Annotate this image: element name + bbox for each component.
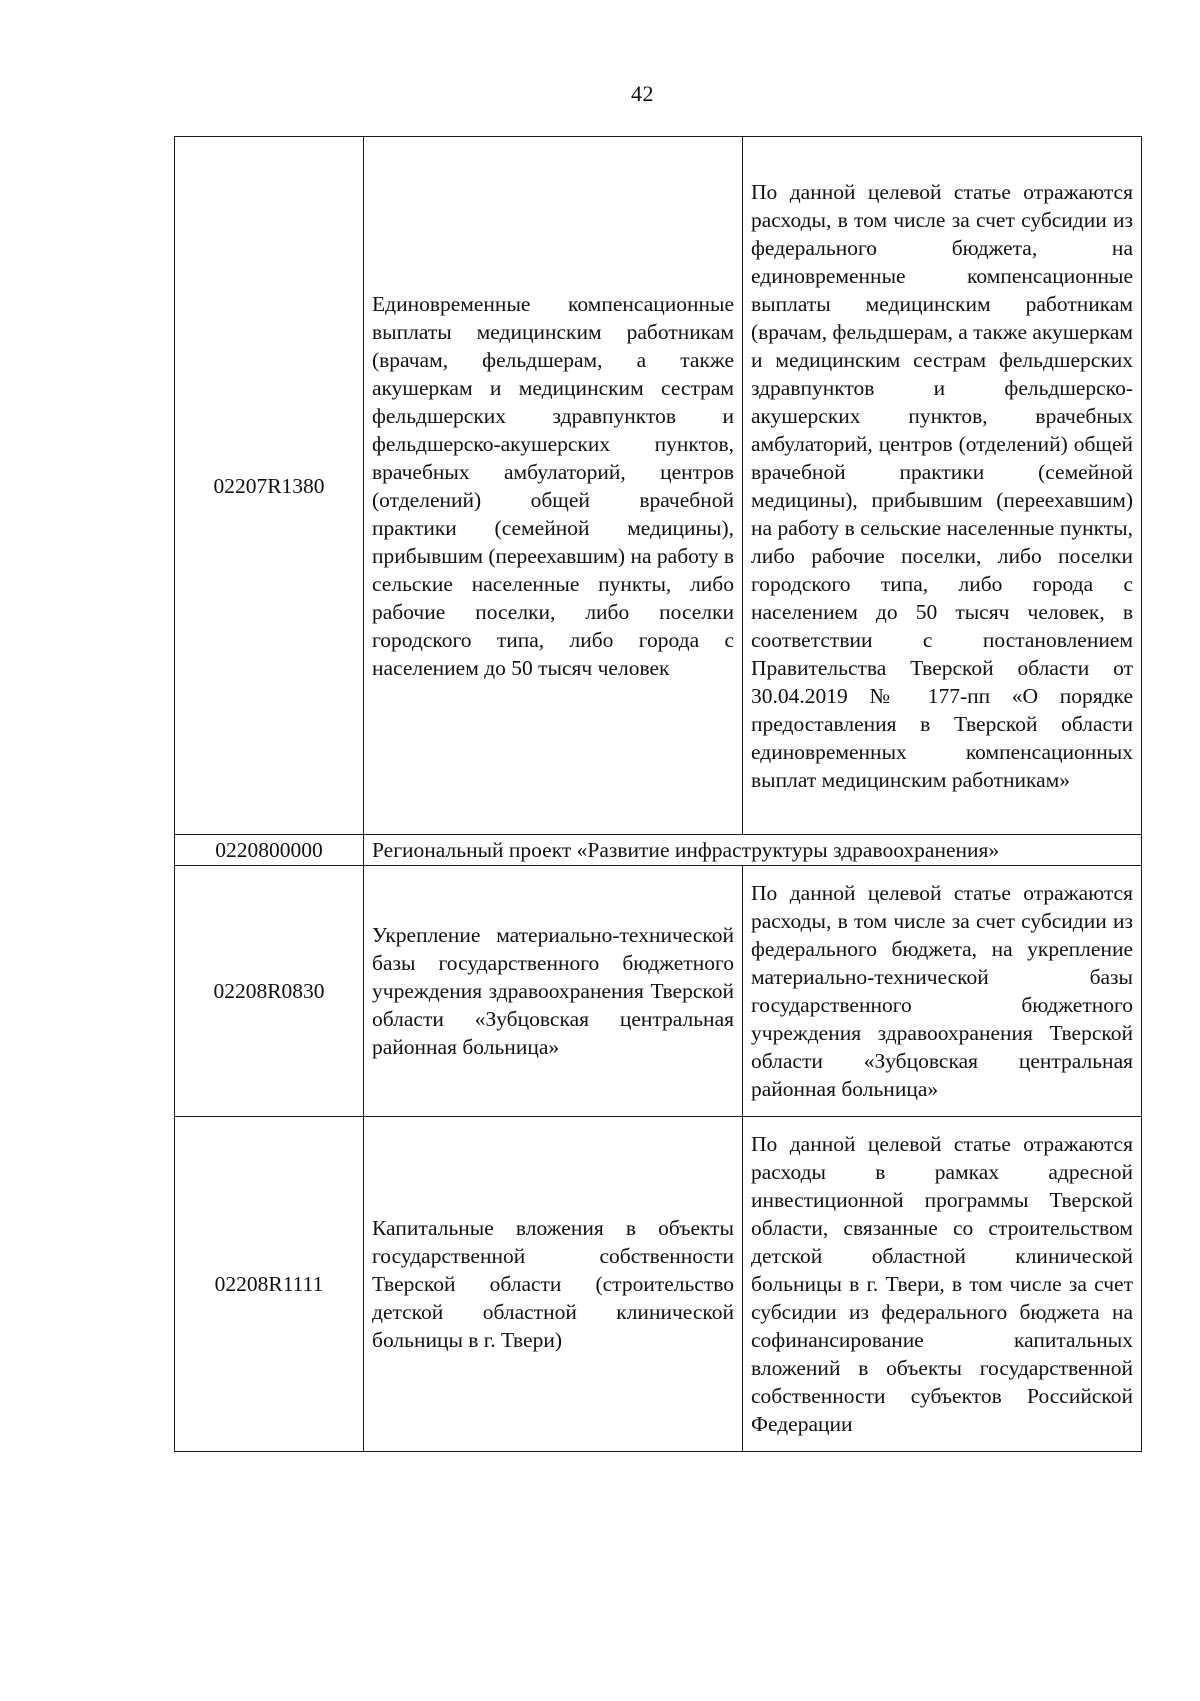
table-row-project <box>175 835 1142 866</box>
target-article-name-text: Укрепление материально-технической базы государственного бюджетного учреждения здравоохранения Тверской области «Зубцовская центральная районная больница» <box>372 923 734 1059</box>
target-article-code: 02208R1111 <box>175 1117 364 1452</box>
target-article-description <box>743 866 1142 1117</box>
project-title: Региональный проект «Развитие инфраструктуры здравоохранения» <box>364 835 1142 866</box>
target-article-description <box>743 1117 1142 1452</box>
target-article-description <box>743 137 1142 835</box>
table-row <box>175 137 1142 835</box>
target-article-code: 02208R0830 <box>175 866 364 1117</box>
target-article-description-text: По данной целевой статье отражаются расходы, в том числе за счет субсидии из федерального бюджета, на единовременные компенсационные выплаты медицинским работникам (врачам, фельдшерам, а также акушеркам и медицинским сестрам фельдшерских здравпунктов и фельдшерско-акушерских пунктов, врачебных амбулаторий, центров (отделений) общей врачебной практики (семейной медицины), прибывшим (переехавшим) на работу в сельские населенные пункты, либо рабочие поселки, либо поселки городского типа, либо города с населением до 50 тысяч человек, в соответствии с постановлением Правительства Тверской области от 30.04.2019 № 177-пп «О порядке предоставления в Тверской области единовременных компенсационных выплат медицинским работникам» <box>751 179 1133 792</box>
target-article-description-text: По данной целевой статье отражаются расходы, в том числе за счет субсидии из федерального бюджета, на укрепление материально-технической базы государственного бюджетного учреждения здравоохранения Тверской области «Зубцовская центральная районная больница» <box>751 881 1133 1101</box>
target-article-description-text: По данной целевой статье отражаются расходы в рамках адресной инвестиционной программы Тверской области, связанные со строительством детской областной клинической больницы в г. Твери, в том числе за счет субсидии из федерального бюджета на софинансирование капитальных вложений в объекты государственной собственности субъектов Российской Федерации <box>751 1132 1133 1436</box>
page-number <box>0 80 1200 108</box>
table-row <box>175 866 1142 1117</box>
budget-classification-table <box>174 136 1142 1452</box>
page-number-text: 42 <box>631 81 654 106</box>
target-article-name <box>364 866 743 1117</box>
target-article-name <box>364 1117 743 1452</box>
table-row <box>175 1117 1142 1452</box>
target-article-name-text: Капитальные вложения в объекты государственной собственности Тверской области (строительство детской областной клинической больницы в г. Твери) <box>372 1216 734 1352</box>
target-article-name <box>364 137 743 835</box>
project-code: 0220800000 <box>175 835 364 866</box>
target-article-code: 02207R1380 <box>175 137 364 835</box>
target-article-name-text: Единовременные компенсационные выплаты медицинским работникам (врачам, фельдшерам, а также акушеркам и медицинским сестрам фельдшерских здравпунктов и фельдшерско-акушерских пунктов, врачебных амбулаторий, центров (отделений) общей врачебной практики (семейной медицины), прибывшим (переехавшим) на работу в сельские населенные пункты, либо рабочие поселки, либо поселки городского типа, либо города с населением до 50 тысяч человек <box>372 291 734 680</box>
